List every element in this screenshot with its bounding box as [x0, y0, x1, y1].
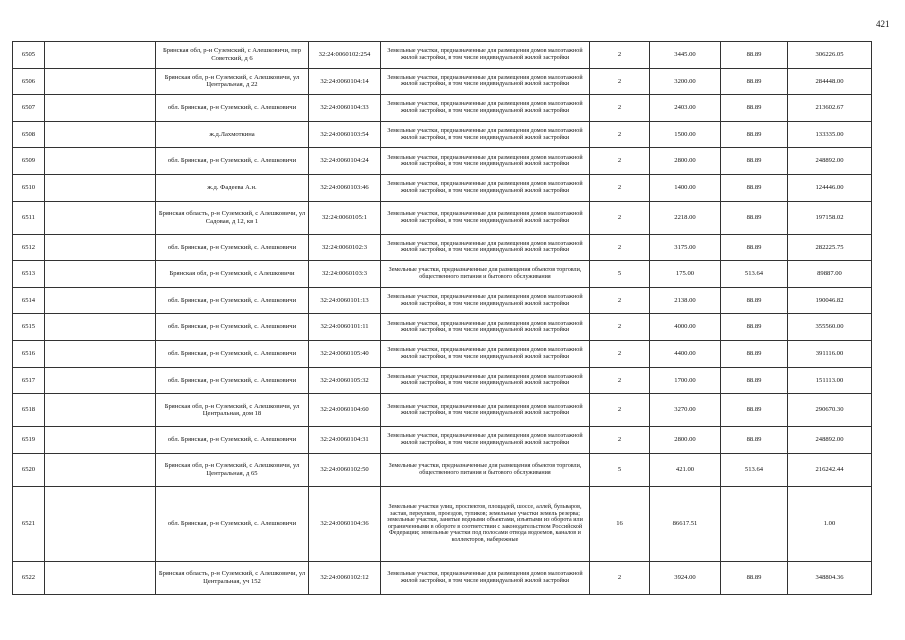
blank-cell: [45, 340, 156, 367]
rate-cell: 88.89: [721, 340, 788, 367]
address-cell: Брянская область, р-н Суземский, с Алешковичи, ул Садовая, д 12, кв 1: [156, 201, 309, 234]
group-cell: 2: [590, 367, 650, 394]
area-cell: 4400.00: [650, 340, 721, 367]
land-use-cell: Земельные участки, предназначенные для размещения домов малоэтажной жилой застройки, в том числе индивидуальной жилой застройки: [381, 340, 590, 367]
address-cell: обл. Брянская, р-н Суземский, с. Алешковичи: [156, 314, 309, 341]
cadastral-value-cell: 133335.00: [788, 121, 872, 148]
table-row: [13, 148, 872, 175]
address-cell: Брянская обл, р-н Суземский, с Алешковичи, ул Центральная, д 22: [156, 68, 309, 95]
group-cell: 2: [590, 148, 650, 175]
table-row: [13, 201, 872, 234]
table-row: [13, 68, 872, 95]
land-use-cell: Земельные участки, предназначенные для размещения домов малоэтажной жилой застройки, в том числе индивидуальной жилой застройки: [381, 174, 590, 201]
land-use-cell: Земельные участки, предназначенные для размещения домов малоэтажной жилой застройки, в том числе индивидуальной жилой застройки: [381, 561, 590, 594]
cadastral-number-cell: 32:24:0060102:3: [309, 234, 381, 261]
table-row: [13, 486, 872, 561]
group-cell: 2: [590, 68, 650, 95]
cadastral-value-cell: 355560.00: [788, 314, 872, 341]
cadastral-number-cell: 32:24:0060103:46: [309, 174, 381, 201]
blank-cell: [45, 314, 156, 341]
table-row: [13, 561, 872, 594]
row-number: 6519: [13, 427, 45, 454]
rate-cell: 88.89: [721, 68, 788, 95]
cadastral-number-cell: 32:24:0060105:1: [309, 201, 381, 234]
blank-cell: [45, 561, 156, 594]
area-cell: 1700.00: [650, 367, 721, 394]
row-number: 6516: [13, 340, 45, 367]
rate-cell: 88.89: [721, 394, 788, 427]
row-number: 6511: [13, 201, 45, 234]
row-number: 6506: [13, 68, 45, 95]
rate-cell: 88.89: [721, 148, 788, 175]
cadastral-value-cell: 216242.44: [788, 453, 872, 486]
land-use-cell: Земельные участки, предназначенные для размещения домов малоэтажной жилой застройки, в том числе индивидуальной жилой застройки: [381, 427, 590, 454]
row-number: 6522: [13, 561, 45, 594]
cadastral-number-cell: 32:24:0060104:24: [309, 148, 381, 175]
land-use-cell: Земельные участки, предназначенные для размещения домов малоэтажной жилой застройки, в том числе индивидуальной жилой застройки: [381, 148, 590, 175]
land-registry-table: [12, 41, 872, 595]
blank-cell: [45, 234, 156, 261]
area-cell: 175.00: [650, 261, 721, 288]
blank-cell: [45, 201, 156, 234]
cadastral-value-cell: 190046.82: [788, 287, 872, 314]
table-row: [13, 95, 872, 122]
table-row: [13, 367, 872, 394]
area-cell: 2218.00: [650, 201, 721, 234]
land-use-cell: Земельные участки, предназначенные для размещения домов малоэтажной жилой застройки, в том числе индивидуальной жилой застройки: [381, 394, 590, 427]
table-row: [13, 340, 872, 367]
rate-cell: 88.89: [721, 121, 788, 148]
rate-cell: 88.89: [721, 95, 788, 122]
group-cell: 2: [590, 201, 650, 234]
rate-cell: 88.89: [721, 42, 788, 69]
area-cell: 3445.00: [650, 42, 721, 69]
address-cell: обл. Брянская, р-н Суземский, с. Алешковичи: [156, 95, 309, 122]
page-number: 421: [876, 19, 890, 29]
land-use-cell: Земельные участки, предназначенные для размещения домов малоэтажной жилой застройки, в том числе индивидуальной жилой застройки: [381, 367, 590, 394]
row-number: 6513: [13, 261, 45, 288]
address-cell: ж.д. Фадеева А.н.: [156, 174, 309, 201]
group-cell: 2: [590, 427, 650, 454]
land-use-cell: Земельные участки улиц, проспектов, площадей, шоссе, аллей, бульваров, застав, переулков, проездов, тупиков; земельные участки земель резерва; земельные участки, занятые водными объектами, изъятыми из оборота или ограниченными в обороте в соответствии с законодательством Российской Федерации; земельные участки под полосами отвода водоемов, каналов и коллекторов, набережные: [381, 486, 590, 561]
area-cell: 3175.00: [650, 234, 721, 261]
cadastral-number-cell: 32:24:0060104:31: [309, 427, 381, 454]
table-row: [13, 453, 872, 486]
land-use-cell: Земельные участки, предназначенные для размещения объектов торговли, общественного питания и бытового обслуживания: [381, 453, 590, 486]
cadastral-value-cell: 391116.00: [788, 340, 872, 367]
rate-cell: 88.89: [721, 174, 788, 201]
table-row: [13, 234, 872, 261]
group-cell: 2: [590, 340, 650, 367]
area-cell: 1500.00: [650, 121, 721, 148]
group-cell: 2: [590, 42, 650, 69]
rate-cell: 88.89: [721, 367, 788, 394]
area-cell: 3924.00: [650, 561, 721, 594]
blank-cell: [45, 95, 156, 122]
cadastral-value-cell: 213602.67: [788, 95, 872, 122]
land-use-cell: Земельные участки, предназначенные для размещения домов малоэтажной жилой застройки, в том числе индивидуальной жилой застройки: [381, 234, 590, 261]
rate-cell: 88.89: [721, 314, 788, 341]
land-use-cell: Земельные участки, предназначенные для размещения домов малоэтажной жилой застройки, в том числе индивидуальной жилой застройки: [381, 287, 590, 314]
address-cell: Брянская область, р-н Суземский, с Алешковичи, ул Центральная, уч 152: [156, 561, 309, 594]
area-cell: 2403.00: [650, 95, 721, 122]
address-cell: Брянская обл, р-н Суземский, с Алешковичи, ул Центральная, д 65: [156, 453, 309, 486]
blank-cell: [45, 148, 156, 175]
land-use-cell: Земельные участки, предназначенные для размещения домов малоэтажной жилой застройки, в том числе индивидуальной жилой застройки: [381, 42, 590, 69]
table-row: [13, 121, 872, 148]
row-number: 6510: [13, 174, 45, 201]
row-number: 6518: [13, 394, 45, 427]
table-row: [13, 394, 872, 427]
address-cell: ж.д.Лахмоткина: [156, 121, 309, 148]
area-cell: 2800.00: [650, 427, 721, 454]
blank-cell: [45, 261, 156, 288]
area-cell: 2138.00: [650, 287, 721, 314]
blank-cell: [45, 68, 156, 95]
land-use-cell: Земельные участки, предназначенные для размещения объектов торговли, общественного питания и бытового обслуживания: [381, 261, 590, 288]
blank-cell: [45, 174, 156, 201]
area-cell: 86617.51: [650, 486, 721, 561]
cadastral-number-cell: 32:24:0060104:36: [309, 486, 381, 561]
cadastral-number-cell: 32:24:0060102:254: [309, 42, 381, 69]
row-number: 6515: [13, 314, 45, 341]
area-cell: 3200.00: [650, 68, 721, 95]
row-number: 6505: [13, 42, 45, 69]
address-cell: Брянская обл, р-н Суземский, с Алешковичи, ул Центральная, дом 18: [156, 394, 309, 427]
address-cell: Брянская обл, р-н Суземский, с Алешковичи, пер Советский, д 6: [156, 42, 309, 69]
group-cell: 2: [590, 314, 650, 341]
cadastral-number-cell: 32:24:0060101:13: [309, 287, 381, 314]
cadastral-value-cell: 290670.30: [788, 394, 872, 427]
group-cell: 5: [590, 261, 650, 288]
blank-cell: [45, 453, 156, 486]
group-cell: 2: [590, 394, 650, 427]
blank-cell: [45, 367, 156, 394]
address-cell: обл. Брянская, р-н Суземский, с. Алешковичи: [156, 486, 309, 561]
row-number: 6507: [13, 95, 45, 122]
area-cell: 3270.00: [650, 394, 721, 427]
cadastral-number-cell: 32:24:0060102:50: [309, 453, 381, 486]
cadastral-value-cell: 89887.00: [788, 261, 872, 288]
area-cell: 421.00: [650, 453, 721, 486]
land-use-cell: Земельные участки, предназначенные для размещения домов малоэтажной жилой застройки, в том числе индивидуальной жилой застройки: [381, 95, 590, 122]
address-cell: Брянская обл, р-н Суземский, с Алешковичи: [156, 261, 309, 288]
cadastral-value-cell: 248892.00: [788, 148, 872, 175]
cadastral-number-cell: 32:24:0060104:60: [309, 394, 381, 427]
cadastral-number-cell: 32:24:0060105:32: [309, 367, 381, 394]
table-row: [13, 174, 872, 201]
rate-cell: 513.64: [721, 453, 788, 486]
blank-cell: [45, 427, 156, 454]
group-cell: 16: [590, 486, 650, 561]
row-number: 6514: [13, 287, 45, 314]
area-cell: 4000.00: [650, 314, 721, 341]
row-number: 6509: [13, 148, 45, 175]
group-cell: 2: [590, 287, 650, 314]
address-cell: обл. Брянская, р-н Суземский, с. Алешковичи: [156, 148, 309, 175]
blank-cell: [45, 486, 156, 561]
rate-cell: 88.89: [721, 427, 788, 454]
blank-cell: [45, 394, 156, 427]
rate-cell: 88.89: [721, 287, 788, 314]
cadastral-number-cell: 32:24:0060103:3: [309, 261, 381, 288]
land-use-cell: Земельные участки, предназначенные для размещения домов малоэтажной жилой застройки, в том числе индивидуальной жилой застройки: [381, 314, 590, 341]
area-cell: 1400.00: [650, 174, 721, 201]
cadastral-number-cell: 32:24:0060105:40: [309, 340, 381, 367]
cadastral-value-cell: 151113.00: [788, 367, 872, 394]
cadastral-number-cell: 32:24:0060103:54: [309, 121, 381, 148]
rate-cell: 88.89: [721, 201, 788, 234]
land-use-cell: Земельные участки, предназначенные для размещения домов малоэтажной жилой застройки, в том числе индивидуальной жилой застройки: [381, 121, 590, 148]
cadastral-value-cell: 306226.05: [788, 42, 872, 69]
address-cell: обл. Брянская, р-н Суземский, с. Алешковичи: [156, 234, 309, 261]
cadastral-value-cell: 1.00: [788, 486, 872, 561]
cadastral-value-cell: 197158.02: [788, 201, 872, 234]
cadastral-value-cell: 124446.00: [788, 174, 872, 201]
address-cell: обл. Брянская, р-н Суземский, с. Алешковичи: [156, 340, 309, 367]
blank-cell: [45, 42, 156, 69]
group-cell: 2: [590, 234, 650, 261]
row-number: 6517: [13, 367, 45, 394]
cadastral-number-cell: 32:24:0060104:14: [309, 68, 381, 95]
cadastral-value-cell: 248892.00: [788, 427, 872, 454]
group-cell: 2: [590, 174, 650, 201]
cadastral-number-cell: 32:24:0060101:11: [309, 314, 381, 341]
address-cell: обл. Брянская, р-н Суземский, с. Алешковичи: [156, 427, 309, 454]
row-number: 6512: [13, 234, 45, 261]
table-row: [13, 314, 872, 341]
group-cell: 2: [590, 95, 650, 122]
group-cell: 2: [590, 121, 650, 148]
land-use-cell: Земельные участки, предназначенные для размещения домов малоэтажной жилой застройки, в том числе индивидуальной жилой застройки: [381, 201, 590, 234]
cadastral-number-cell: 32:24:0060104:33: [309, 95, 381, 122]
group-cell: 5: [590, 453, 650, 486]
table-row: [13, 287, 872, 314]
table-row: [13, 42, 872, 69]
blank-cell: [45, 121, 156, 148]
table-row: [13, 261, 872, 288]
land-use-cell: Земельные участки, предназначенные для размещения домов малоэтажной жилой застройки, в том числе индивидуальной жилой застройки: [381, 68, 590, 95]
cadastral-number-cell: 32:24:0060102:12: [309, 561, 381, 594]
rate-cell: 88.89: [721, 561, 788, 594]
area-cell: 2800.00: [650, 148, 721, 175]
rate-cell: 513.64: [721, 261, 788, 288]
cadastral-value-cell: 284448.00: [788, 68, 872, 95]
rate-cell: 88.89: [721, 234, 788, 261]
row-number: 6521: [13, 486, 45, 561]
address-cell: обл. Брянская, р-н Суземский, с. Алешковичи: [156, 287, 309, 314]
cadastral-value-cell: 348804.36: [788, 561, 872, 594]
row-number: 6520: [13, 453, 45, 486]
group-cell: 2: [590, 561, 650, 594]
address-cell: обл. Брянская, р-н Суземский, с. Алешковичи: [156, 367, 309, 394]
cadastral-value-cell: 282225.75: [788, 234, 872, 261]
blank-cell: [45, 287, 156, 314]
table-row: [13, 427, 872, 454]
rate-cell: [721, 486, 788, 561]
row-number: 6508: [13, 121, 45, 148]
